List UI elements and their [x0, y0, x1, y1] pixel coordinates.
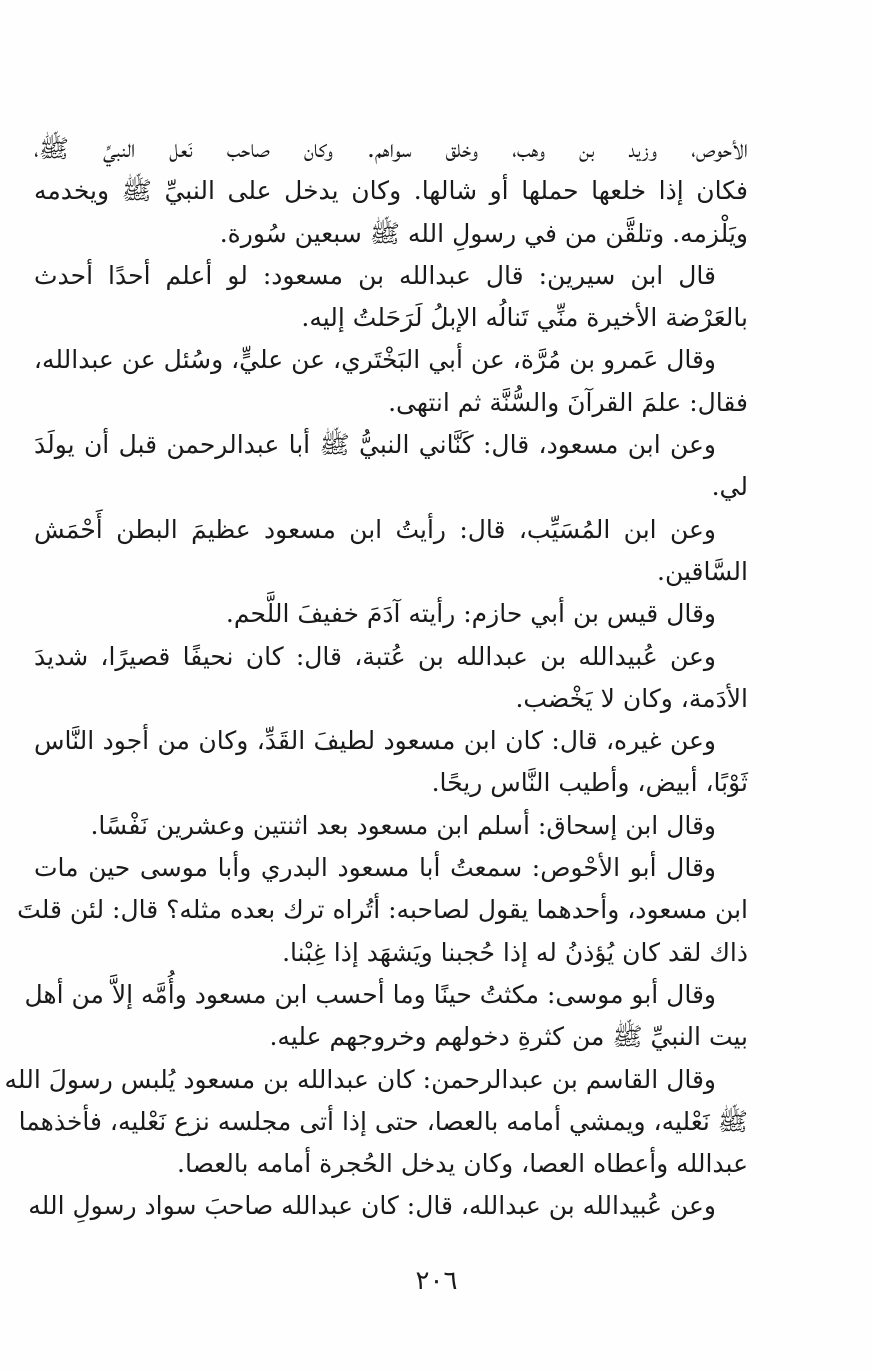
text-line: بالعَرْضة الأخيرة منِّي تَنالُه الإبلُ لَرَحَلتُ إليه.	[301, 303, 748, 333]
paragraph	[34, 128, 748, 255]
paragraph	[34, 636, 748, 721]
page-body-text	[4, 128, 748, 1228]
text-line: الأحوص، وزيد بن وهب، وخلق سواهم. وكان صاحب نَعل النبيِّ ﷺ،	[34, 134, 748, 163]
paragraph	[34, 339, 748, 424]
paragraph	[17, 847, 748, 974]
text-line: السَّاقين.	[657, 556, 748, 586]
text-line: وقال ابن إسحاق: أسلم ابن مسعود بعد اثنتين وعشرين نَفْسًا.	[90, 810, 716, 840]
text-line: ﷺ نَعْليه، ويمشي أمامه بالعصا، حتى إذا أتى مجلسه نزع نَعْليه، فأخذهما	[18, 1106, 748, 1136]
text-line: فقال: علمَ القرآنَ والسُّنَّة ثم انتهى.	[388, 387, 748, 417]
paragraph	[4, 1059, 748, 1186]
page-number: ٢٠٦	[415, 1266, 458, 1296]
text-line: وقال قيس بن أبي حازم: رأيته آدَمَ خفيفَ اللَّحم.	[225, 599, 716, 629]
text-line: وعن عُبيدالله بن عبدالله، قال: كان عبدالله صاحبَ سواد رسولِ الله	[28, 1191, 716, 1221]
text-line: وعن غيره، قال: كان ابن مسعود لطيفَ القَدِّ، وكان من أجود النَّاس	[34, 726, 716, 756]
paragraph	[34, 255, 748, 340]
paragraph	[28, 1185, 748, 1227]
text-line: بيت النبيِّ ﷺ من كثرةِ دخولهم وخروجهم عليه.	[269, 1022, 748, 1052]
text-line: ويَلْزمه. وتلقَّن من في رسولِ الله ﷺ سبعين سُورة.	[219, 218, 748, 248]
paragraph	[34, 424, 748, 509]
text-line: وعن عُبيدالله بن عبدالله بن عُتبة، قال: كان نحيفًا قصيرًا، شديدَ	[34, 641, 716, 671]
text-line: وعن ابن المُسَيِّب، قال: رأيتُ ابن مسعود عظيمَ البطن أَحْمَش	[34, 514, 716, 544]
text-line: وقال عَمرو بن مُرَّة، عن أبي البَخْتَري، عن عليٍّ، وسُئل عن عبدالله،	[33, 345, 716, 375]
text-line: وعن ابن مسعود، قال: كَنَّاني النبيُّ ﷺ أبا عبدالرحمن قبل أن يولَدَ	[34, 430, 716, 460]
text-line: عبدالله وأعطاه العصا، وكان يدخل الحُجرة أمامه بالعصا.	[177, 1149, 748, 1179]
text-line: قال ابن سيرين: قال عبدالله بن مسعود: لو أعلم أحدًا أحدث	[34, 260, 716, 290]
text-line: وقال أبو الأحْوص: سمعتُ أبا مسعود البدري وأبا موسى حين مات	[34, 853, 716, 883]
text-line: وقال أبو موسى: مكثتُ حينًا وما أحسب ابن مسعود وأُمَّه إلاَّ من أهل	[24, 979, 716, 1009]
text-line: لي.	[711, 472, 748, 502]
text-line: وقال القاسم بن عبدالرحمن: كان عبدالله بن مسعود يُلبس رسولَ الله	[4, 1064, 716, 1094]
text-line: الأدَمة، وكان لا يَخْضب.	[515, 683, 748, 713]
text-line: ثَوْبًا، أبيض، وأطيب النَّاس ريحًا.	[431, 768, 748, 798]
paragraph	[34, 593, 748, 635]
text-line: ذاك لقد كان يُؤذنُ له إذا حُجبنا ويَشهَد إذا غِبْنا.	[282, 937, 748, 967]
text-line: ابن مسعود، وأحدهما يقول لصاحبه: أتُراه ترك بعده مثله؟ قال: لئن قلتَ	[17, 895, 748, 925]
paragraph	[34, 805, 748, 847]
paragraph	[24, 974, 748, 1059]
paragraph	[34, 720, 748, 805]
paragraph	[34, 509, 748, 594]
text-line: فكان إذا خلعها حملها أو شالها. وكان يدخل على النبيِّ ﷺ ويخدمه	[34, 176, 748, 206]
